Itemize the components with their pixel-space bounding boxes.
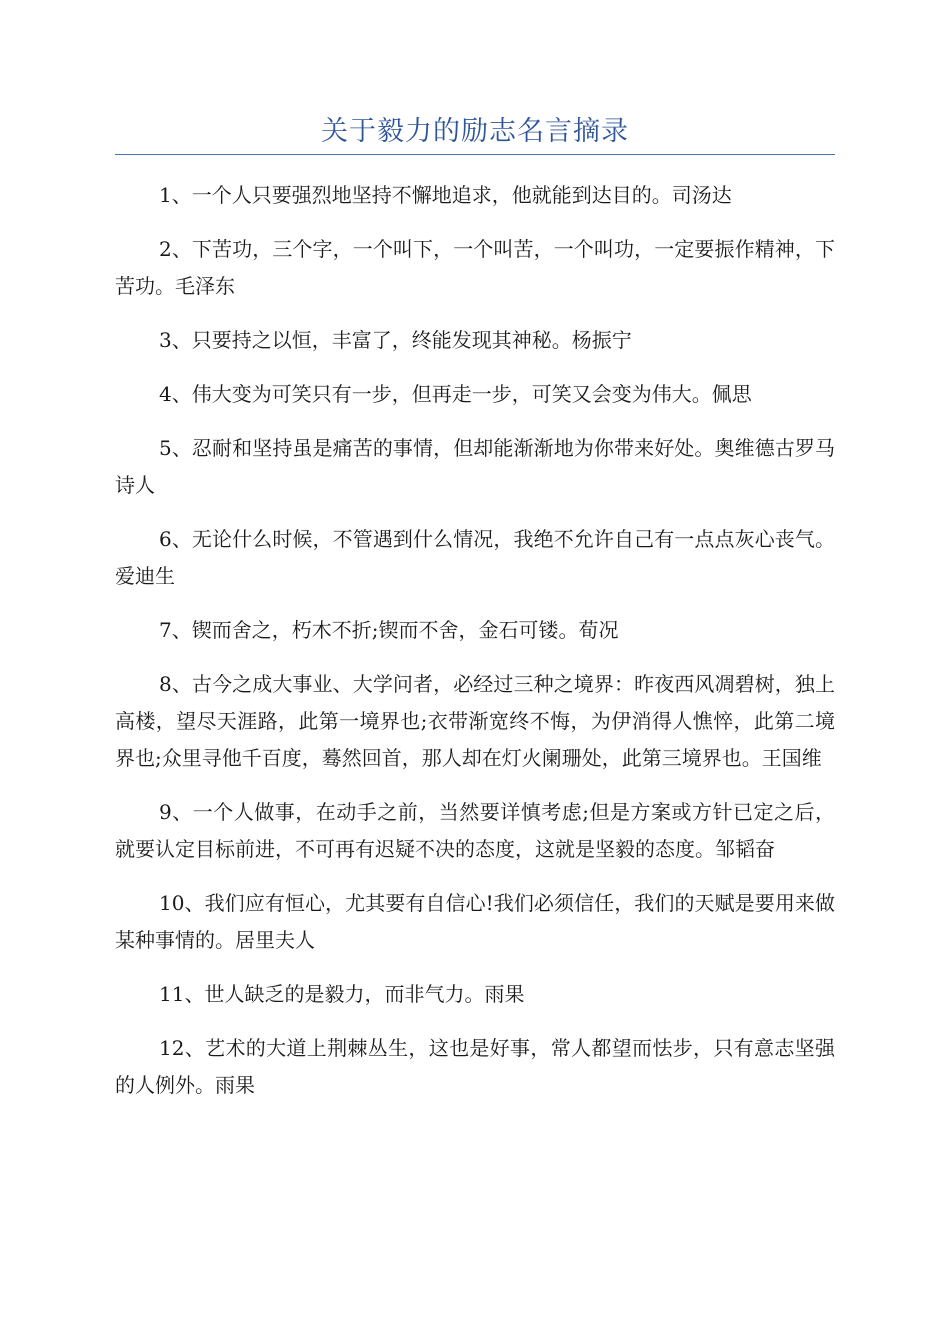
quote-item: 2、下苦功，三个字，一个叫下，一个叫苦，一个叫功，一定要振作精神，下苦功。毛泽东 [115,237,835,298]
quote-item: 12、艺术的大道上荆棘丛生，这也是好事，常人都望而怯步，只有意志坚强的人例外。雨果 [115,1036,835,1097]
quote-item: 9、一个人做事，在动手之前，当然要详慎考虑;但是方案或方针已定之后，就要认定目标前进，不可再有迟疑不决的态度，这就是坚毅的态度。邹韬奋 [115,800,835,861]
quote-item: 10、我们应有恒心，尤其要有自信心!我们必须信任，我们的天赋是要用来做某种事情的。居里夫人 [115,891,835,952]
title-underline [115,154,835,155]
quote-item: 3、只要持之以恒，丰富了，终能发现其神秘。杨振宁 [159,328,632,352]
quote-item: 7、锲而舍之，朽木不折;锲而不舍，金石可镂。荀况 [159,618,619,642]
quote-item: 1、一个人只要强烈地坚持不懈地追求，他就能到达目的。司汤达 [159,183,732,207]
quote-item: 5、忍耐和坚持虽是痛苦的事情，但却能渐渐地为你带来好处。奥维德古罗马诗人 [115,436,835,497]
quote-item: 6、无论什么时候，不管遇到什么情况，我绝不允许自己有一点点灰心丧气。爱迪生 [115,527,835,588]
quote-item: 4、伟大变为可笑只有一步，但再走一步，可笑又会变为伟大。佩思 [159,382,752,406]
page-title: 关于毅力的励志名言摘录 [321,116,629,147]
quote-item: 8、古今之成大事业、大学问者，必经过三种之境界：昨夜西风凋碧树，独上高楼，望尽天涯路，此第一境界也;衣带渐宽终不悔，为伊消得人憔悴，此第二境界也;众里寻他千百度，蓦然回首，那人却在灯火阑珊处，此第三境界也。王国维 [115,672,835,770]
document-page [115,0,835,1121]
quote-item: 11、世人缺乏的是毅力，而非气力。雨果 [159,982,525,1006]
quote-list [115,177,835,1104]
